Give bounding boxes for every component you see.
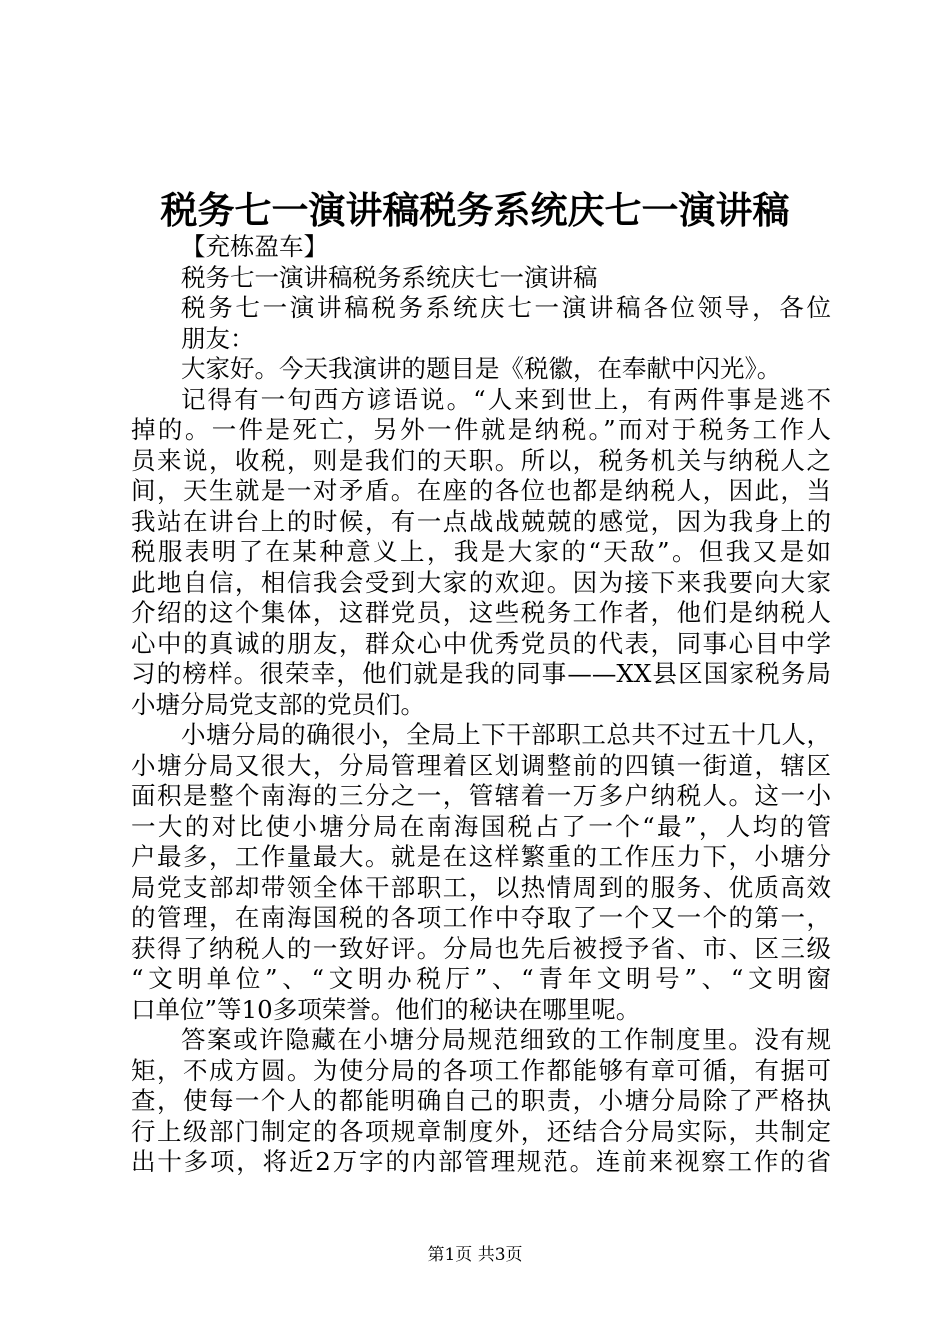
text-line: 小塘分局的确很小，全局上下干部职工总共不过五十几人， — [181, 720, 831, 749]
text-line: 此地自信，相信我会受到大家的欢迎。因为接下来我要向大家 — [131, 567, 831, 597]
text-line: 户最多，工作量最大。就是在这样繁重的工作压力下，小塘分 — [131, 842, 831, 871]
text-line: 获得了纳税人的一致好评。分局也先后被授予省、市、区三级 — [131, 933, 831, 963]
text-line: 行上级部门制定的各项规章制度外，还结合分局实际，共制定 — [131, 1116, 831, 1146]
text-line: 口单位”等10多项荣誉。他们的秘诀在哪里呢。 — [131, 994, 641, 1024]
text-line: 员来说，收税，则是我们的天职。所以，税务机关与纳税人之 — [131, 445, 831, 475]
text-line: 介绍的这个集体，这群党员，这些税务工作者，他们是纳税人 — [131, 598, 831, 627]
text-line: 答案或许隐藏在小塘分局规范细致的工作制度里。没有规 — [181, 1025, 831, 1054]
text-line: 习的榜样。很荣幸，他们就是我的同事——XX县区国家税务局 — [131, 659, 831, 688]
text-line: 出十多项，将近2万字的内部管理规范。连前来视察工作的省 — [131, 1147, 831, 1176]
text-line: 查，使每一个人的都能明确自己的职责，小塘分局除了严格执 — [131, 1086, 831, 1115]
text-line: 间，天生就是一对矛盾。在座的各位也都是纳税人，因此，当 — [131, 476, 831, 505]
page-number: 第1页 共3页 — [427, 1245, 523, 1265]
text-line: “文明单位”、“文明办税厅”、“青年文明号”、“文明窗 — [131, 964, 831, 993]
text-line: 的管理，在南海国税的各项工作中夺取了一个又一个的第一， — [131, 903, 831, 932]
text-line: 税务七一演讲稿税务系统庆七一演讲稿各位领导，各位 — [181, 293, 831, 322]
text-line: 局党支部却带领全体干部职工，以热情周到的服务、优质高效 — [131, 872, 831, 902]
text-line: 掉的。一件是死亡，另外一件就是纳税。”而对于税务工作人 — [131, 415, 831, 444]
text-line: 矩，不成方圆。为使分局的各项工作都能够有章可循，有据可 — [131, 1055, 831, 1085]
text-line: 小塘分局又很大，分局管理着区划调整前的四镇一街道，辖区 — [131, 750, 831, 780]
text-line: 税服表明了在某种意义上，我是大家的“天敌”。但我又是如 — [131, 537, 831, 566]
text-line: 小塘分局党支部的党员们。 — [131, 689, 425, 719]
text-line: 我站在讲台上的时候，有一点战战兢兢的感觉，因为我身上的 — [131, 506, 831, 536]
text-line: 【充栋盈车】 — [181, 232, 328, 261]
text-line: 记得有一句西方谚语说。“人来到世上，有两件事是逃不 — [181, 384, 831, 414]
text-line: 一大的对比使小塘分局在南海国税占了一个“最”，人均的管 — [131, 811, 831, 841]
page-title: 税务七一演讲稿税务系统庆七一演讲稿 — [160, 188, 790, 232]
document-body — [131, 232, 831, 1178]
text-line: 心中的真诚的朋友，群众心中优秀党员的代表，同事心目中学 — [131, 628, 831, 658]
text-line: 面积是整个南海的三分之一，管辖着一万多户纳税人。这一小 — [131, 781, 831, 810]
text-line: 大家好。今天我演讲的题目是《税徽，在奉献中闪光》。 — [181, 354, 782, 383]
text-line: 税务七一演讲稿税务系统庆七一演讲稿 — [181, 262, 598, 292]
text-line: 朋友： — [181, 323, 255, 353]
